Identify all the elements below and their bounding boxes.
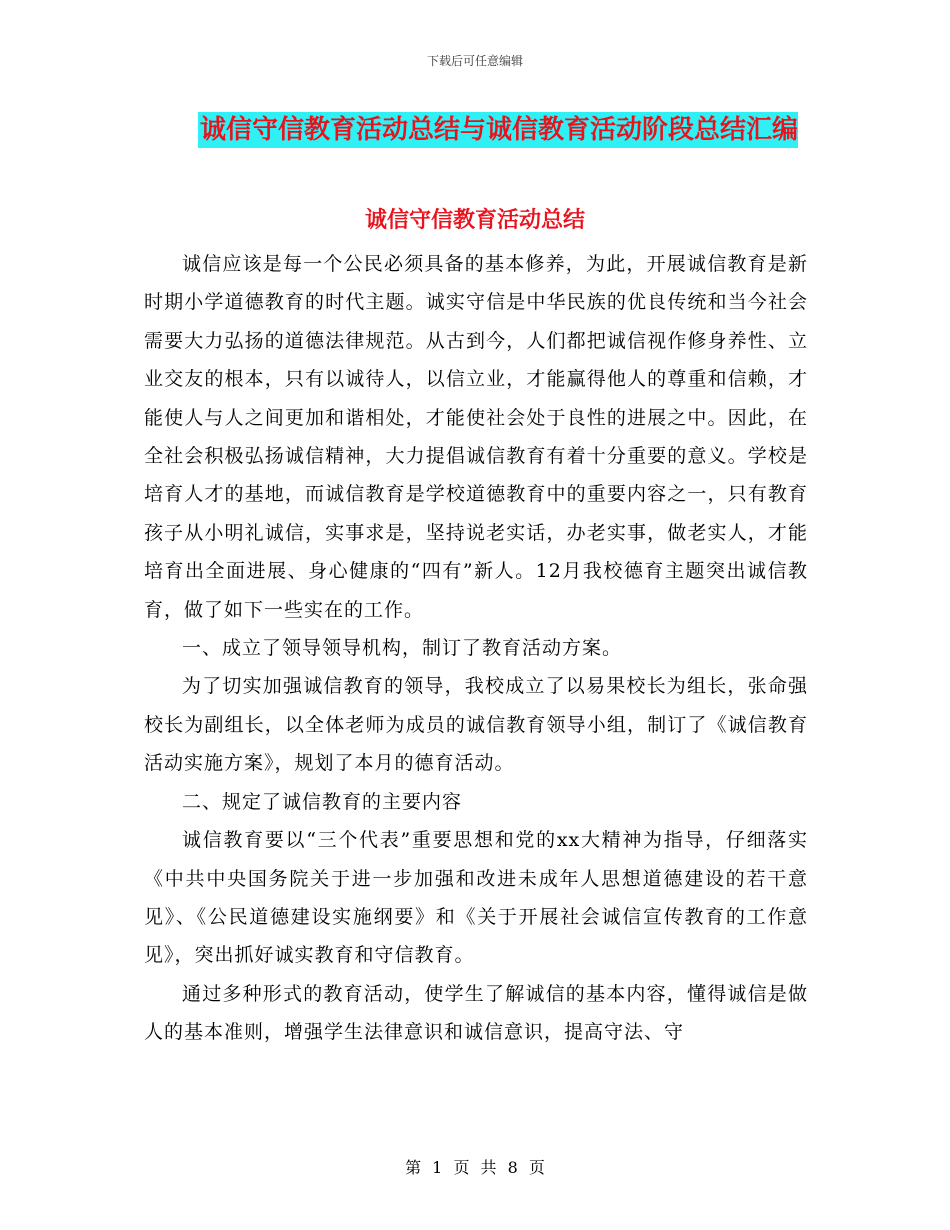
page-footer: 第 1 页 共 8 页 [405,1158,545,1177]
paragraph: 诚信应该是每一个公民必须具备的基本修养，为此，开展诚信教育是新时期小学道德教育的时代主题。诚实守信是中华民族的优良传统和当今社会需要大力弘扬的道德法律规范。从古到今，人们都把诚信视作修身养性、立业交友的根本，只有以诚待人，以信立业，才能赢得他人的尊重和信赖，才能使人与人之间更加和谐相处，才能使社会处于良性的进展之中。因此，在全社会积极弘扬诚信精神，大力提倡诚信教育有着十分重要的意义。学校是培育人才的基地，而诚信教育是学校道德教育中的重要内容之一，只有教育孩子从小明礼诚信，实事求是，坚持说老实话，办老实事，做老实人，才能培育出全面进展、身心健康的“四有”新人。12月我校德育主题突出诚信教育，做了如下一些实在的工作。 [144,253,808,621]
section-title: 诚信守信教育活动总结 [364,208,585,233]
paragraph: 二、规定了诚信教育的主要内容 [182,790,463,813]
paragraph: 为了切实加强诚信教育的领导，我校成立了以易果校长为组长，张命强校长为副组长，以全体老师为成员的诚信教育领导小组，制订了《诚信教育活动实施方案》，规划了本月的德育活动。 [144,675,808,775]
paragraph: 通过多种形式的教育活动，使学生了解诚信的基本内容，懂得诚信是做人的基本准则，增强学生法律意识和诚信意识，提高守法、守 [144,982,808,1044]
header-note: 下载后可任意编辑 [426,54,523,68]
paragraph: 诚信教育要以“三个代表”重要思想和党的xx大精神为指导，仔细落实《中共中央国务院关于进一步加强和改进未成年人思想道德建设的若干意见》、《公民道德建设实施纲要》和《关于开展社会诚信宣传教育的工作意见》，突出抓好诚实教育和守信教育。 [144,829,808,967]
paragraph: 一、成立了领导领导机构，制订了教育活动方案。 [182,637,623,660]
main-title: 诚信守信教育活动总结与诚信教育活动阶段总结汇编 [198,112,798,148]
document-body [144,245,808,1052]
main-title-container [0,112,950,148]
